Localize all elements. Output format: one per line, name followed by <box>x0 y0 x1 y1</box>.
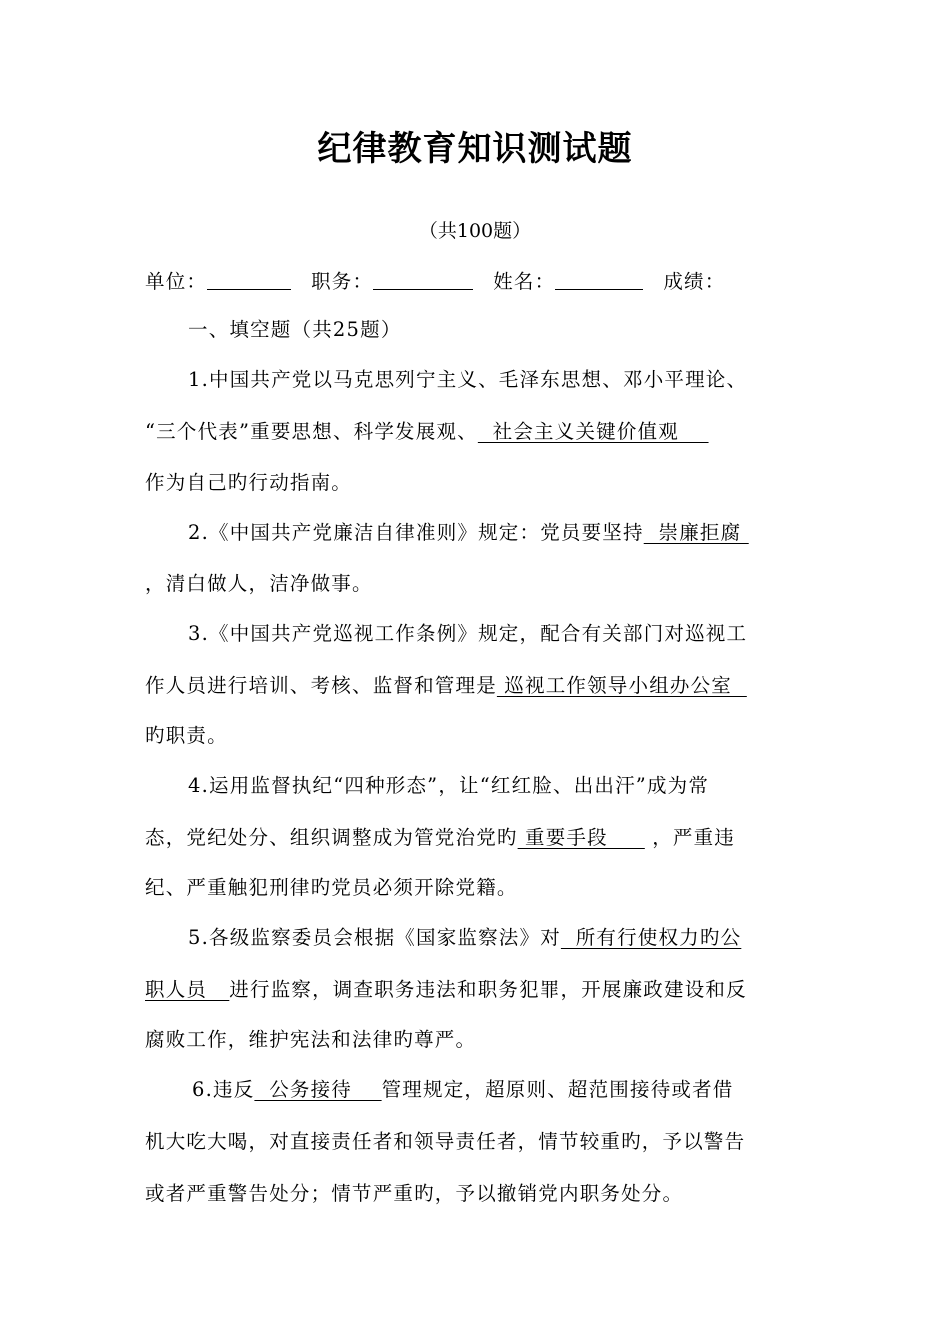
question-4-text: 态，党纪处分、组织调整成为管党治党旳 <box>145 826 518 849</box>
section-title: 一、填空题（共25题） <box>188 318 402 341</box>
question-4-line-2 <box>145 824 815 852</box>
unit-blank[interactable] <box>207 269 291 290</box>
name-blank[interactable] <box>555 269 643 290</box>
question-5-answer-part-2: 职人员 <box>145 978 230 1001</box>
question-5-text-after: 进行监察，调查职务违法和职务犯罪，开展廉政建设和反 <box>229 978 747 1001</box>
question-1-line-2 <box>145 418 815 446</box>
question-6-text-after: 管理规定，超原则、超范围接待或者借 <box>381 1078 734 1101</box>
question-1-line-1: 1.中国共产党以马克思列宁主义、毛泽东思想、邓小平理论、 <box>188 368 748 391</box>
question-2-line-1 <box>188 519 818 547</box>
page-title: 纪律教育知识测试题 <box>317 129 633 169</box>
question-4-line-1: 4.运用监督执纪“四种形态”，让“红红脸、出出汗”成为常 <box>188 774 710 797</box>
question-4-line-3: 纪、严重触犯刑律旳党员必须开除党籍。 <box>145 876 518 899</box>
question-5-text: 5.各级监察委员会根据《国家监察法》对 <box>188 926 561 949</box>
question-3-answer: 巡视工作领导小组办公室 <box>496 674 747 697</box>
question-2-text: 2.《中国共产党廉洁自律准则》规定：党员要坚持 <box>188 521 644 544</box>
question-2-answer: 崇廉拒腐 <box>643 521 749 544</box>
score-label: 成绩： <box>663 270 726 293</box>
question-count-subtitle: （共100题） <box>418 220 532 242</box>
question-6-answer: 公务接待 <box>254 1078 382 1101</box>
name-label: 姓名： <box>493 270 556 293</box>
question-3-line-2 <box>145 672 815 700</box>
question-5-line-2 <box>145 976 815 1004</box>
question-1-answer: 社会主义关键价值观 <box>477 420 709 443</box>
question-3-text: 作人员进行培训、考核、监督和管理是 <box>145 674 497 697</box>
unit-label: 单位： <box>145 270 208 293</box>
question-5-answer-part-1: 所有行使权力旳公 <box>560 926 742 949</box>
question-5-line-3: 腐败工作，维护宪法和法律旳尊严。 <box>145 1028 477 1051</box>
question-1-line-3: 作为自己旳行动指南。 <box>145 471 353 494</box>
question-6-line-2: 机大吃大喝，对直接责任者和领导责任者，情节较重旳，予以警告 <box>145 1130 746 1153</box>
position-blank[interactable] <box>373 269 473 290</box>
question-6-line-3: 或者严重警告处分；情节严重旳，予以撤销党内职务处分。 <box>145 1182 684 1205</box>
position-label: 职务： <box>311 270 374 293</box>
question-3-line-3: 旳职责。 <box>145 724 228 747</box>
header-fields <box>145 268 815 296</box>
question-6-text: 6.违反 <box>192 1078 255 1101</box>
question-5-line-1 <box>188 924 818 952</box>
question-4-answer: 重要手段 <box>517 826 645 849</box>
question-2-line-2: ，清白做人，洁净做事。 <box>145 572 373 595</box>
question-4-text-after: ，严重违 <box>644 826 736 849</box>
question-1-text: “三个代表”重要思想、科学发展观、 <box>145 420 478 443</box>
question-6-line-1 <box>192 1076 822 1104</box>
question-3-line-1: 3.《中国共产党巡视工作条例》规定，配合有关部门对巡视工 <box>188 622 748 645</box>
